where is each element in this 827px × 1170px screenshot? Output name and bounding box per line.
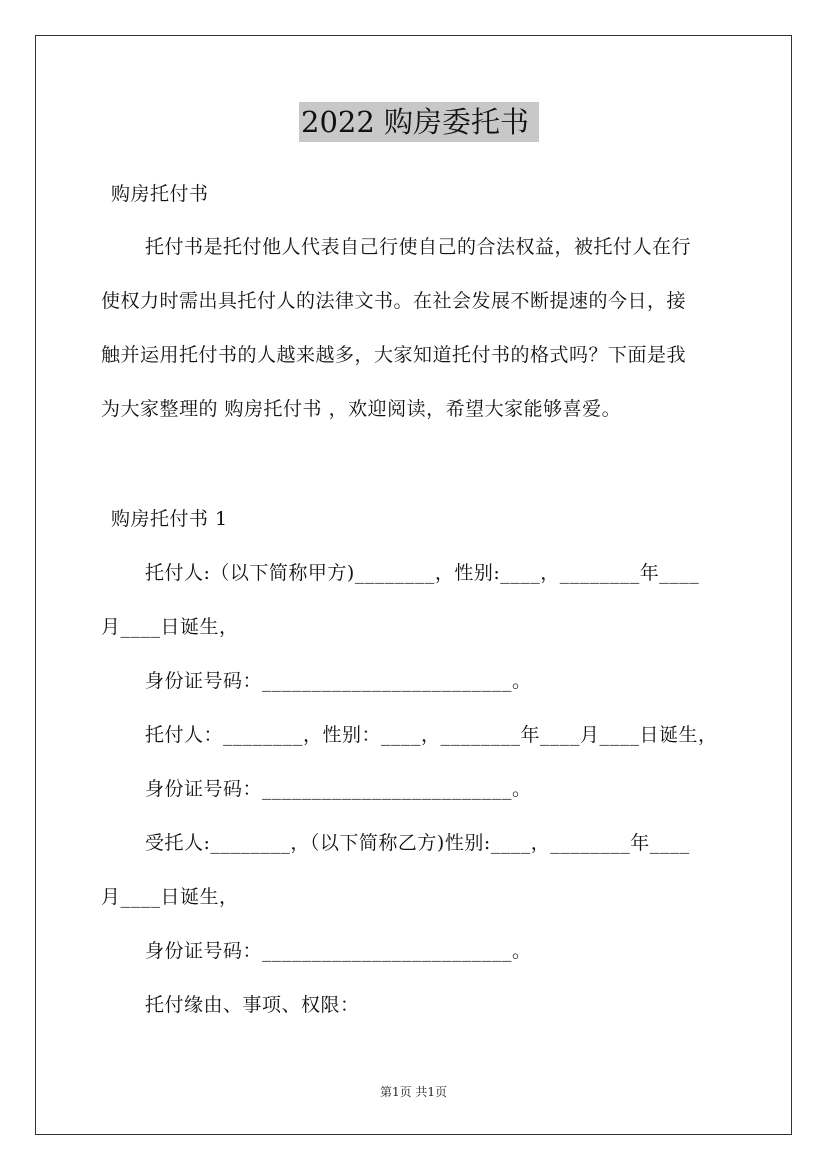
agent-id-line: 身份证号码：_________________________。 (145, 940, 532, 962)
principal-2-id-line: 身份证号码：_________________________。 (145, 778, 532, 800)
intro-paragraph-line: 触并运用托付书的人越来越多，大家知道托付书的格式吗？下面是我 (101, 344, 687, 366)
principal-1-birth-line: 月____日诞生， (101, 616, 239, 638)
intro-paragraph-line: 为大家整理的 购房托付书 ，欢迎阅读，希望大家能够喜爱。 (101, 398, 622, 420)
principal-1-line: 托付人:（以下简称甲方)________，性别:____，________年____ (145, 562, 700, 584)
page-footer: 第1页 共1页 (379, 1085, 448, 1099)
intro-heading: 购房托付书 (111, 183, 209, 205)
intro-paragraph-line: 托付书是托付他人代表自己行使自己的合法权益，被托付人在行 (145, 236, 692, 258)
agent-birth-line: 月____日诞生， (101, 886, 239, 908)
document-title: 2022 购房委托书 (299, 102, 539, 142)
authorization-scope-heading: 托付缘由、事项、权限： (145, 994, 360, 1016)
section-heading: 购房托付书 1 (111, 508, 228, 530)
intro-paragraph-line: 使权力时需出具托付人的法律文书。在社会发展不断提速的今日，接 (101, 290, 687, 312)
principal-1-id-line: 身份证号码：_________________________。 (145, 670, 532, 692)
agent-line: 受托人:________，（以下简称乙方)性别:____，________年____ (145, 832, 690, 854)
principal-2-line: 托付人：________，性别：____，________年____月____日诞生， (145, 724, 718, 746)
